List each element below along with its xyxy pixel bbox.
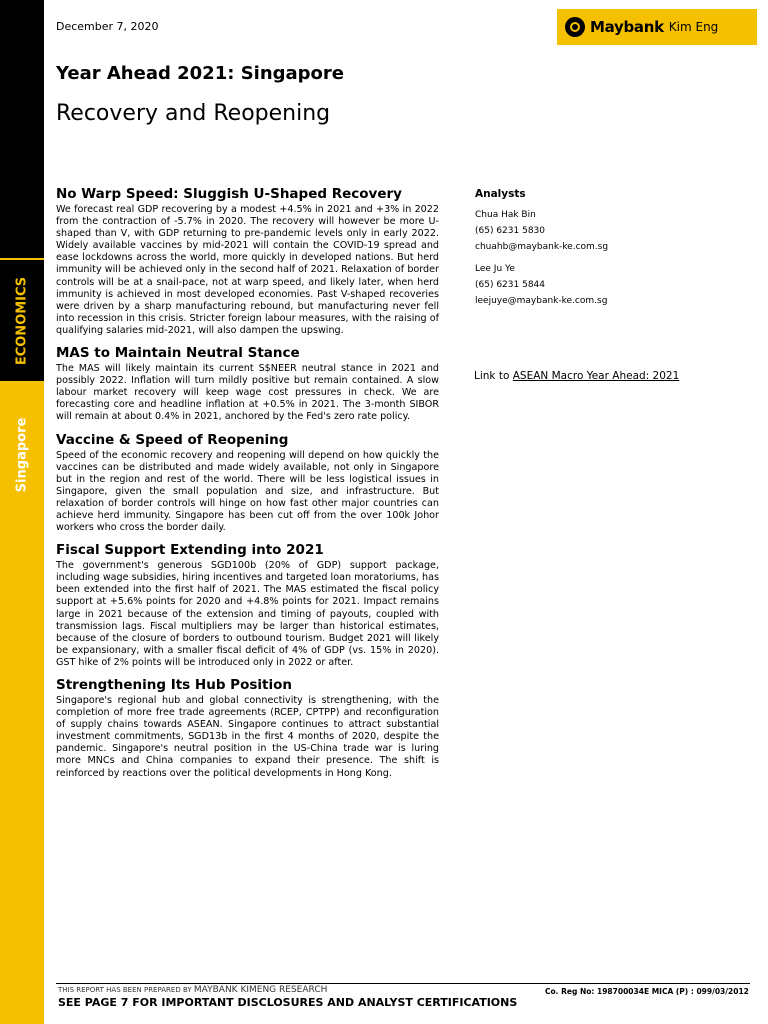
sidebar-country-label: Singapore (14, 417, 30, 493)
section-heading: MAS to Maintain Neutral Stance (56, 345, 300, 362)
sidebar-section-label: ECONOMICS (14, 276, 30, 365)
section-fiscal (56, 542, 439, 669)
section-body: The MAS will likely maintain its current S$NEER neutral stance in 2021 and possibly 2022. Inflation will turn mildly positive but remain contained. A slow labour market recovery will keep wage cost pressures in check. We are forecasting core and headline inflation at +0.5% in 2021. The 3-month SIBOR will remain at about 0.4% in 2021, anchored by the Fed's zero rate policy. (56, 363, 439, 423)
report-title: Year Ahead 2021: Singapore (56, 63, 345, 84)
section-hub (56, 677, 439, 780)
analysts-panel (475, 188, 695, 315)
link-prefix: Link to (474, 370, 510, 382)
section-recovery (56, 186, 439, 337)
footer-prepared-by (58, 985, 327, 995)
footer-prepared-label: THIS REPORT HAS BEEN PREPARED BY (58, 986, 192, 994)
analyst-email[interactable]: leejuye@maybank-ke.com.sg (475, 296, 608, 306)
section-heading: Vaccine & Speed of Reopening (56, 431, 289, 448)
asean-macro-link[interactable]: ASEAN Macro Year Ahead: 2021 (512, 370, 680, 382)
section-body: The government's generous SGD100b (20% of GDP) support package, including wage subsidies, hiring incentives and targeted loan moratoriums, has been extended into the first half of 2021. The MAS estimated the fiscal policy support at +5.6% points for 2020 and +4.8% points for 2021. Impact remains large in 2021 because of the extension and timing of payouts, coupled with transmission lags. Fiscal multipliers may be larger than historical estimates, because of the closure of borders to outbound tourism. Budget 2021 will likely be expansionary, with a smaller fiscal deficit of 4% of GDP (vs. 15% in 2020). GST hike of 2% points will be introduced only in 2022 or after. (56, 560, 439, 668)
section-body: We forecast real GDP recovering by a modest +4.5% in 2021 and +3% in 2022 from the contraction of -5.7% in 2020. The recovery will however be more U-shaped than V, with GDP returning to pre-pandemic levels only in early 2022. Widely available vaccines by mid-2021 will contain the COVID-19 spread and ease lockdowns across the world, more quickly in developed nations. But herd immunity will be achieved only in the second half of 2021. Relaxation of border controls will be at a snail-pace, not at warp speed, and likely later, when herd immunity is achieved in most developed economies. Past V-shaped recoveries were driven by a sharp manufacturing rebound, but manufacturing never fell into recession in this crisis. Stricter foreign labour measures, with the raising of qualifying salaries mid-2021, will also dampen the upswing. (56, 204, 439, 336)
logo-name: Maybank (590, 18, 664, 36)
tiger-icon (565, 17, 585, 37)
analyst-card (475, 261, 695, 309)
footer-disclosure[interactable]: SEE PAGE 7 FOR IMPORTANT DISCLOSURES AND ANALYST CERTIFICATIONS (58, 996, 518, 1009)
section-mas (56, 345, 439, 423)
section-body: Singapore's regional hub and global connectivity is strengthening, with the completion of more free trade agreements (RCEP, CPTPP) and reconfiguration of supply chains towards ASEAN. Singapore continues to attract substantial investment commitments, SGD13b in the first 4 months of 2020, despite the pandemic. Singapore's neutral position in the US-China trade war is luring more MNCs and China companies to expand their presence. The shift is reinforced by reactions over the political developments in Hong Kong. (56, 695, 439, 779)
analysts-heading: Analysts (475, 188, 526, 200)
sidebar-tab-economics (0, 258, 44, 383)
brand-logo (557, 9, 757, 45)
sidebar-tab-country (0, 383, 44, 1024)
footer-firm: MAYBANK KIMENG RESEARCH (193, 985, 328, 995)
logo-sub: Kim Eng (668, 20, 719, 34)
footer-divider (56, 983, 750, 984)
analyst-email[interactable]: chuahb@maybank-ke.com.sg (475, 242, 609, 252)
section-heading: Fiscal Support Extending into 2021 (56, 542, 324, 559)
report-subtitle: Recovery and Reopening (56, 101, 331, 126)
main-content (56, 186, 439, 788)
section-vaccine (56, 432, 439, 535)
section-heading: Strengthening Its Hub Position (56, 677, 292, 693)
analyst-card (475, 207, 695, 255)
section-body: Speed of the economic recovery and reopening will depend on how quickly the vaccines can be distributed and made widely available, not only in Singapore but in the region and rest of the world. There will be less logistical issues in Singapore, given the small population and size, and infrastructure. But relaxation of border controls will hinge on how fast other major countries can achieve herd immunity. Singapore has been cut off from the over 100k Johor workers who cross the border daily. (56, 449, 439, 534)
analyst-phone: (65) 6231 5844 (475, 280, 546, 290)
analyst-name: Chua Hak Bin (475, 210, 536, 220)
analyst-name: Lee Ju Ye (475, 264, 515, 274)
footer-registration: Co. Reg No: 198700034E MICA (P) : 099/03/2012 (545, 987, 749, 996)
related-report-link-line (474, 370, 679, 382)
analyst-phone: (65) 6231 5830 (475, 226, 546, 236)
section-heading: No Warp Speed: Sluggish U-Shaped Recovery (56, 186, 402, 202)
report-date: December 7, 2020 (56, 20, 159, 33)
